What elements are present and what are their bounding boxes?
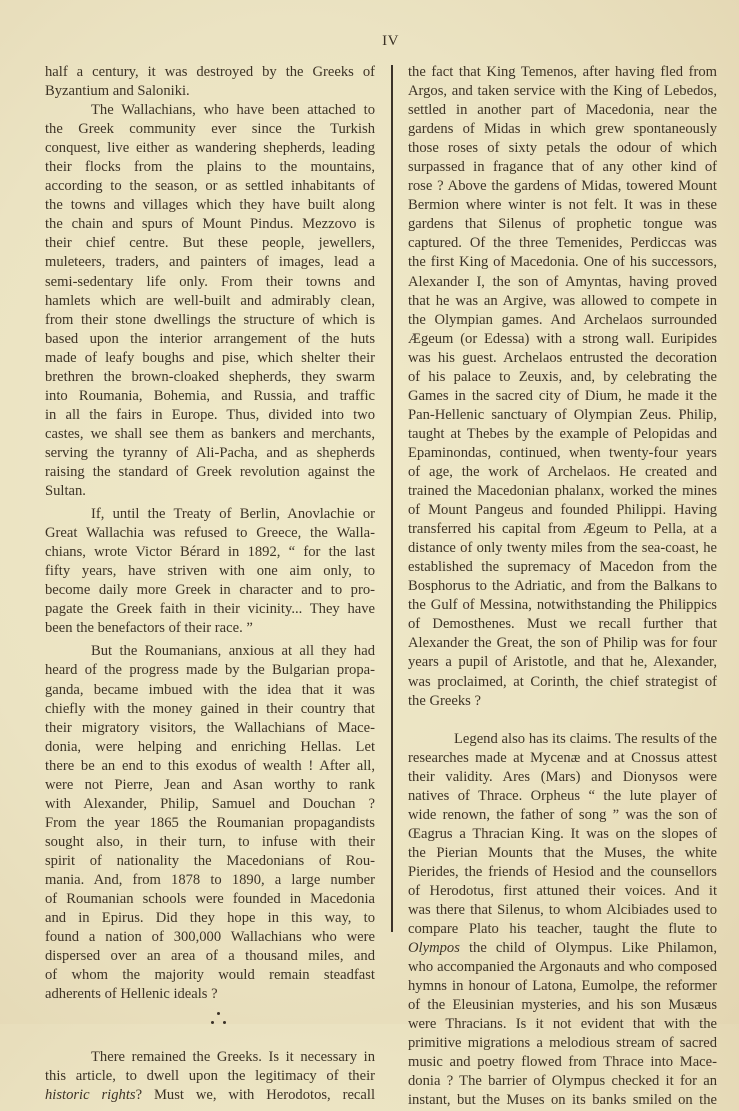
text-line: raising the standard of Greek revolution against the: [45, 463, 375, 480]
text-line: gardens that Silenus of prophetic tongue was: [408, 216, 717, 233]
text-line: of his palace to Zeuxis, and, by celebrating the: [408, 368, 717, 385]
text-line: those roses of sixty petals the odour of which: [408, 140, 717, 157]
italic-phrase: historic rights: [45, 1087, 136, 1104]
text-line: Bermion where winter is not felt. It was in these: [408, 197, 717, 214]
text-line: primitive migrations a melodious stream of sacred: [408, 1035, 717, 1052]
text-line: ganda, became imbued with the idea that it was: [45, 681, 375, 698]
text-line: mania. And, from 1878 to 1890, a large number: [45, 871, 375, 888]
text-line: were Thracians. Is it not evident that with the: [408, 1016, 717, 1033]
asterism-separator: [45, 1004, 375, 1042]
text-line: semi-sedentary life only. From their towns and: [45, 273, 375, 290]
text-line: instant, but the Muses on its banks smiled on the: [408, 1092, 717, 1109]
text-line: hamlets which are well-built and admirably clean,: [45, 292, 375, 309]
text-line: Ægeum (or Edessa) with a strong wall. Euripides: [408, 330, 717, 347]
text-line: the Greek community ever since the Turkish: [45, 121, 375, 138]
text-line: music and poetry flowed from Thrace into Mace-: [408, 1054, 717, 1071]
text-line: and in Epirus. Did they hope in this way, to: [45, 910, 375, 927]
paragraph-start: If, until the Treaty of Berlin, Anovlachie or: [91, 506, 375, 523]
paragraph-start: The Wallachians, who have been attached to: [91, 102, 375, 119]
text-line: their migratory visitors, the Wallachians of Mace-: [45, 719, 375, 736]
text-line: of Roumanian schools were founded in Macedonia: [45, 891, 375, 908]
text-line: sought also, in their turn, to infuse with their: [45, 833, 375, 850]
right-column: [408, 63, 717, 1111]
text-line: their chief centre. But these people, jewellers,: [45, 235, 375, 252]
text-line: gardens of Midas in which grew spontaneously: [408, 121, 717, 138]
text-line: the Gulf of Messina, notwithstanding the Philippics: [408, 597, 717, 614]
text-line: that he was an Argive, was allowed to compete in: [408, 292, 717, 309]
text-line: into Roumania, Bohemia, and Russia, and traffic: [45, 387, 375, 404]
text-line: of whom the majority would remain steadfast: [45, 967, 375, 984]
column-divider: [391, 65, 393, 932]
page-number: IV: [382, 33, 399, 49]
text-line: based upon the interior arrangement of the huts: [45, 330, 375, 347]
text-line: was there that Silenus, to whom Alcibiades used to: [408, 902, 717, 919]
text-line: this article, to dwell upon the legitimacy of their: [45, 1068, 375, 1085]
text-line: pagate the Greek faith in their vicinity... They have: [45, 601, 375, 618]
text-line: rose ? Above the gardens of Midas, towered Mount: [408, 178, 717, 195]
italic-phrase: Olympos: [408, 940, 460, 957]
text-fragment: the child of Olympus. Like Philamon,: [459, 940, 717, 957]
text-line: Sultan.: [45, 483, 86, 500]
paragraph-start: Legend also has its claims. The results of the: [454, 730, 717, 747]
left-column: [45, 63, 375, 1105]
text-line: Alexander the Great, the son of Philip was for four: [408, 635, 717, 652]
text-line: of age, the work of Archelaos. He created and: [408, 463, 717, 480]
text-line: trained the Macedonian phalanx, worked the mines: [408, 483, 717, 500]
text-line: Pierides, the friends of Hesiod and the counsellors: [408, 863, 717, 880]
text-line: been the benefactors of their race. ”: [45, 620, 253, 637]
text-line: of Demosthenes. Must we recall further that: [408, 616, 717, 633]
text-line: natives of Thrace. Orpheus “ the lute player of: [408, 787, 717, 804]
text-line: dispersed over an area of a thousand miles, and: [45, 948, 375, 965]
text-line: of Mount Pangeus and founded Philippi. Having: [408, 502, 717, 519]
text-line: transferred his capital from Ægeum to Pella, at a: [408, 521, 717, 538]
text-line: settled in another part of Macedonia, near the: [408, 102, 717, 119]
text-line: Great Wallachia was refused to Greece, the Walla-: [45, 525, 375, 542]
asterism-dot: [217, 1012, 220, 1015]
text-line: fifty years, have striven with one aim only, to: [45, 563, 375, 580]
text-line: the towns and villages which they have built along: [45, 197, 375, 214]
text-line: their flocks from the plains to the mountains,: [45, 159, 375, 176]
text-line: Pan-Hellenic sanctuary of Olympian Zeus. Philip,: [408, 406, 717, 423]
text-fragment: ? Must we, with Herodotos, recall: [135, 1087, 375, 1104]
paragraph-start: But the Roumanians, anxious at all they had: [91, 643, 375, 660]
text-line: researches made at Mycenæ and at Cnossus attest: [408, 749, 717, 766]
text-line: [45, 1086, 375, 1105]
text-line: was his guest. Archelaos entrusted the decoration: [408, 349, 717, 366]
text-line: From the year 1865 the Roumanian propagandists: [45, 814, 375, 831]
text-line: years a pupil of Aristotle, and that he, Alexander,: [408, 654, 717, 671]
text-line: captured. Of the three Temenides, Perdiccas was: [408, 235, 717, 252]
text-line: Bosphorus to the Adriatic, and from the Balkans to: [408, 578, 717, 595]
text-line: serving the tyranny of Ali-Pacha, and as shepherds: [45, 444, 375, 461]
text-line: Argos, and taken service with the King of Lebedos,: [408, 83, 717, 100]
text-line: donia, were helping and enriching Hellas. Let: [45, 738, 375, 755]
text-line: wide renown, the father of song ” was the son of: [408, 806, 717, 823]
text-line: the Olympian games. And Archelaos surrounded: [408, 311, 717, 328]
text-line: surpassed in fragance that of any other kind of: [408, 159, 717, 176]
text-line: Games in the sacred city of Dium, he made it the: [408, 387, 717, 404]
text-line: established the supremacy of Macedon from the: [408, 559, 717, 576]
text-line: the chain and spurs of Mount Pindus. Mezzovo is: [45, 216, 375, 233]
text-line: found a nation of 300,000 Wallachians who were: [45, 929, 375, 946]
text-line: there be an end to this exodus of wealth ! After all,: [45, 757, 375, 774]
text-line: conquest, live either as wandering shepherds, leading: [45, 140, 375, 157]
text-line: was proclaimed, at Corinth, the chief strategist of: [408, 673, 717, 690]
text-line: compare Plato his teacher, taught the flute to: [408, 921, 717, 938]
text-line: half a century, it was destroyed by the Greeks of: [45, 64, 375, 80]
text-line: donia ? The barrier of Olympus checked it for an: [408, 1073, 717, 1090]
text-line: who accompanied the Argonauts and who composed: [408, 959, 717, 976]
text-line: muleteers, traders, and painters of images, lead a: [45, 254, 375, 271]
text-line: with Alexander, Philip, Samuel and Douchan ?: [45, 795, 375, 812]
text-line: Alexander I, the son of Amyntas, having proved: [408, 273, 717, 290]
text-line: chiefly with the money gained in their country that: [45, 700, 375, 717]
text-line: their validity. Ares (Mars) and Dionysos were: [408, 768, 717, 785]
text-line: taught at Thebes by the example of Pelopidas and: [408, 425, 717, 442]
text-line: were not Pierre, Jean and Asan worthy to rank: [45, 776, 375, 793]
text-line: made of leafy boughs and pise, which shelter their: [45, 349, 375, 366]
text-line: of Herodotus, first attuned their voices. And it: [408, 882, 717, 899]
text-line: of the Eleusinian mysteries, and his son Musæus: [408, 997, 717, 1014]
text-line: distance of only twenty miles from the sea-coast, he: [408, 540, 717, 557]
text-line: Œagrus a Thracian King. It was on the slopes of: [408, 825, 717, 842]
text-line: chians, wrote Victor Bérard in 1892, “ for the last: [45, 544, 375, 561]
text-line: from their stone dwellings the structure of which is: [45, 311, 375, 328]
text-line: in all the fairs in Europe. Thus, divided into two: [45, 406, 375, 423]
text-line: castes, we shall see them as bankers and merchants,: [45, 425, 375, 442]
text-line: the Pierian Mounts that the Muses, the white: [408, 844, 717, 861]
text-line: according to the season, or as settled inhabitants of: [45, 178, 375, 195]
text-line: brethren the brown-cloaked shepherds, they swarm: [45, 368, 375, 385]
text-line: the Greeks ?: [408, 692, 481, 709]
text-line: Epaminondas, continued, when twenty-four years: [408, 444, 717, 461]
text-line: [408, 939, 717, 958]
text-line: hymns in honour of Latona, Eumolpe, the reformer: [408, 978, 717, 995]
text-line: become daily more Greek in character and to pro-: [45, 582, 375, 599]
text-line: the fact that King Temenos, after having fled from: [408, 64, 717, 80]
text-line: adherents of Hellenic ideals ?: [45, 986, 218, 1003]
text-line: the first King of Macedonia. One of his successors,: [408, 254, 717, 271]
text-line: Byzantium and Saloniki.: [45, 83, 190, 100]
paragraph-start: There remained the Greeks. Is it necessary in: [91, 1049, 375, 1066]
text-line: spirit of nationality the Macedonians of Rou-: [45, 852, 375, 869]
text-line: heard of the progress made by the Bulgarian propa-: [45, 662, 375, 679]
